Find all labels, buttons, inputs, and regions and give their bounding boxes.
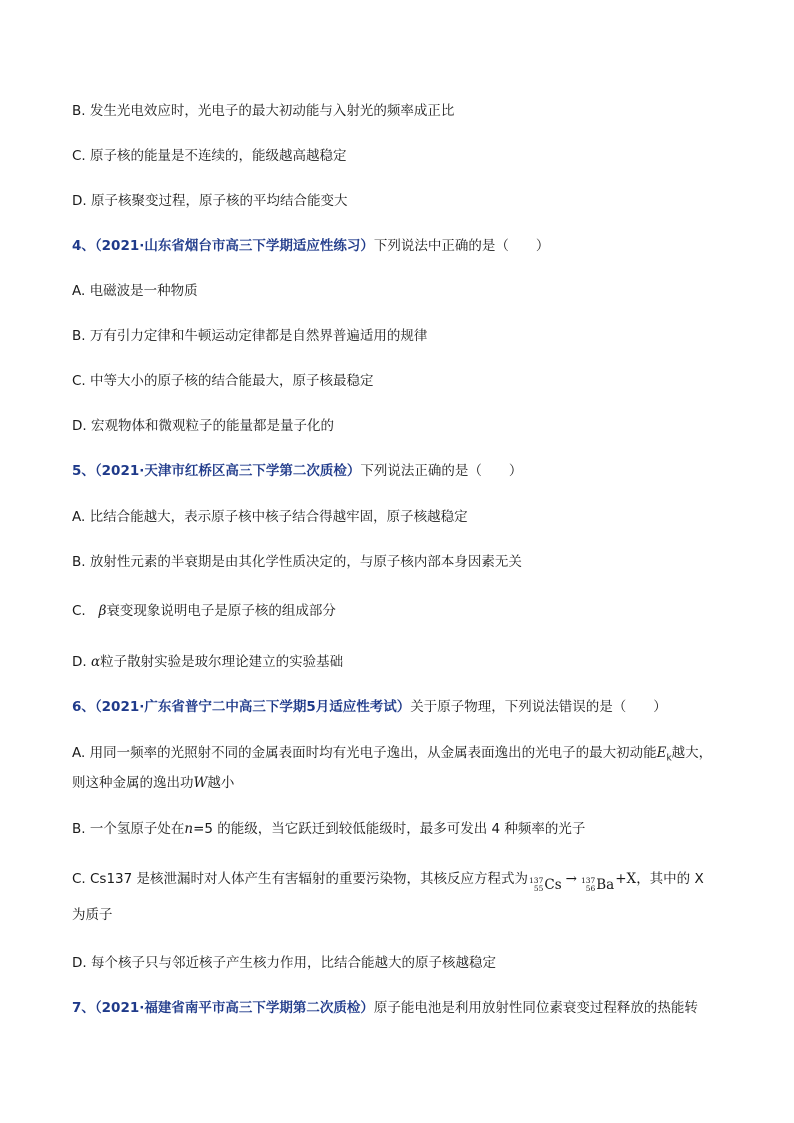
beta-symbol: β — [98, 603, 107, 619]
option-6a-line1 — [72, 744, 712, 768]
option-6a-line2 — [72, 774, 234, 792]
ba-nuclide — [581, 876, 614, 894]
question-stem: 下列说法正确的是（ ） — [360, 463, 523, 479]
cs-nuclide — [529, 876, 562, 894]
option-text: A. 用同一频率的光照射不同的金属表面时均有光电子逸出，从金属表面逸出的光电子的最大初动能 — [72, 745, 657, 761]
option-text: 则这种金属的逸出功 — [72, 775, 194, 791]
question-stem: 关于原子物理，下列说法错误的是（ ） — [410, 699, 667, 715]
option-letter: C. — [72, 603, 86, 619]
option-4d: D. 宏观物体和微观粒子的能量都是量子化的 — [72, 418, 334, 434]
atomic-number: 55 — [533, 884, 544, 893]
option-6d: D. 每个核子只与邻近核子产生核力作用，比结合能越大的原子核越稳定 — [72, 955, 496, 971]
question-5 — [72, 462, 522, 480]
question-4 — [72, 237, 549, 255]
option-text-tail: =5 的能级，当它跃迁到较低能级时，最多可发出 4 种频率的光子 — [193, 821, 586, 837]
option-4a: A. 电磁波是一种物质 — [72, 283, 198, 299]
option-4c: C. 中等大小的原子核的结合能最大，原子核最稳定 — [72, 373, 374, 389]
option-5a: A. 比结合能越大，表示原子核中核子结合得越牢固，原子核越稳定 — [72, 509, 468, 525]
question-source: （2021·天津市红桥区高三下学第二次质检） — [94, 463, 361, 479]
option-3c: C. 原子核的能量是不连续的，能级越高越稳定 — [72, 148, 347, 164]
question-number: 5、 — [72, 463, 95, 479]
option-text: B. 一个氢原子处在 — [72, 821, 185, 837]
option-6c-line1 — [72, 870, 704, 894]
mass-number: 137 — [529, 876, 544, 885]
option-text: C. Cs137 是核泄漏时对人体产生有害辐射的重要污染物，其核反应方程式为 — [72, 871, 529, 887]
option-3b: B. 发生光电效应时，光电子的最大初动能与入射光的频率成正比 — [72, 103, 455, 119]
option-6b — [72, 820, 585, 838]
option-letter: D. — [72, 654, 87, 670]
option-5d — [72, 653, 343, 671]
question-number: 4、 — [72, 238, 95, 254]
option-6c-line2: 为质子 — [72, 907, 113, 923]
question-source: （2021·山东省烟台市高三下学期适应性练习） — [94, 238, 374, 254]
question-stem: 原子能电池是利用放射性同位素衰变过程释放的热能转 — [373, 1000, 698, 1016]
element-symbol: Ba — [596, 877, 615, 893]
question-number: 7、 — [72, 1000, 95, 1016]
arrow-icon: → — [565, 871, 577, 887]
atomic-number: 56 — [585, 884, 596, 893]
option-4b: B. 万有引力定律和牛顿运动定律都是自然界普遍适用的规律 — [72, 328, 428, 344]
option-text: 衰变现象说明电子是原子核的组成部分 — [106, 603, 336, 619]
option-text-tail: ，其中的 X — [636, 871, 704, 887]
question-7 — [72, 999, 698, 1017]
option-text: 粒子散射实验是玻尔理论建立的实验基础 — [100, 654, 344, 670]
question-source: （2021·福建省南平市高三下学期第二次质检） — [94, 1000, 374, 1016]
ek-subscript: k — [666, 753, 672, 764]
option-text-tail: 越大， — [671, 745, 713, 761]
ek-symbol: E — [656, 745, 667, 761]
option-5c — [72, 602, 336, 620]
element-symbol: Cs — [544, 877, 562, 893]
question-number: 6、 — [72, 699, 95, 715]
w-symbol: W — [193, 775, 208, 791]
product-x: +X — [615, 871, 637, 887]
question-source: （2021·广东省普宁二中高三下学期5月适应性考试） — [94, 699, 411, 715]
question-6 — [72, 698, 667, 716]
option-5b: B. 放射性元素的半衰期是由其化学性质决定的，与原子核内部本身因素无关 — [72, 554, 522, 570]
alpha-symbol: α — [90, 654, 101, 670]
option-3d: D. 原子核聚变过程，原子核的平均结合能变大 — [72, 193, 348, 209]
question-stem: 下列说法中正确的是（ ） — [373, 238, 550, 254]
mass-number: 137 — [580, 876, 596, 885]
n-symbol: n — [184, 821, 194, 837]
option-text-tail: 越小 — [207, 775, 235, 791]
